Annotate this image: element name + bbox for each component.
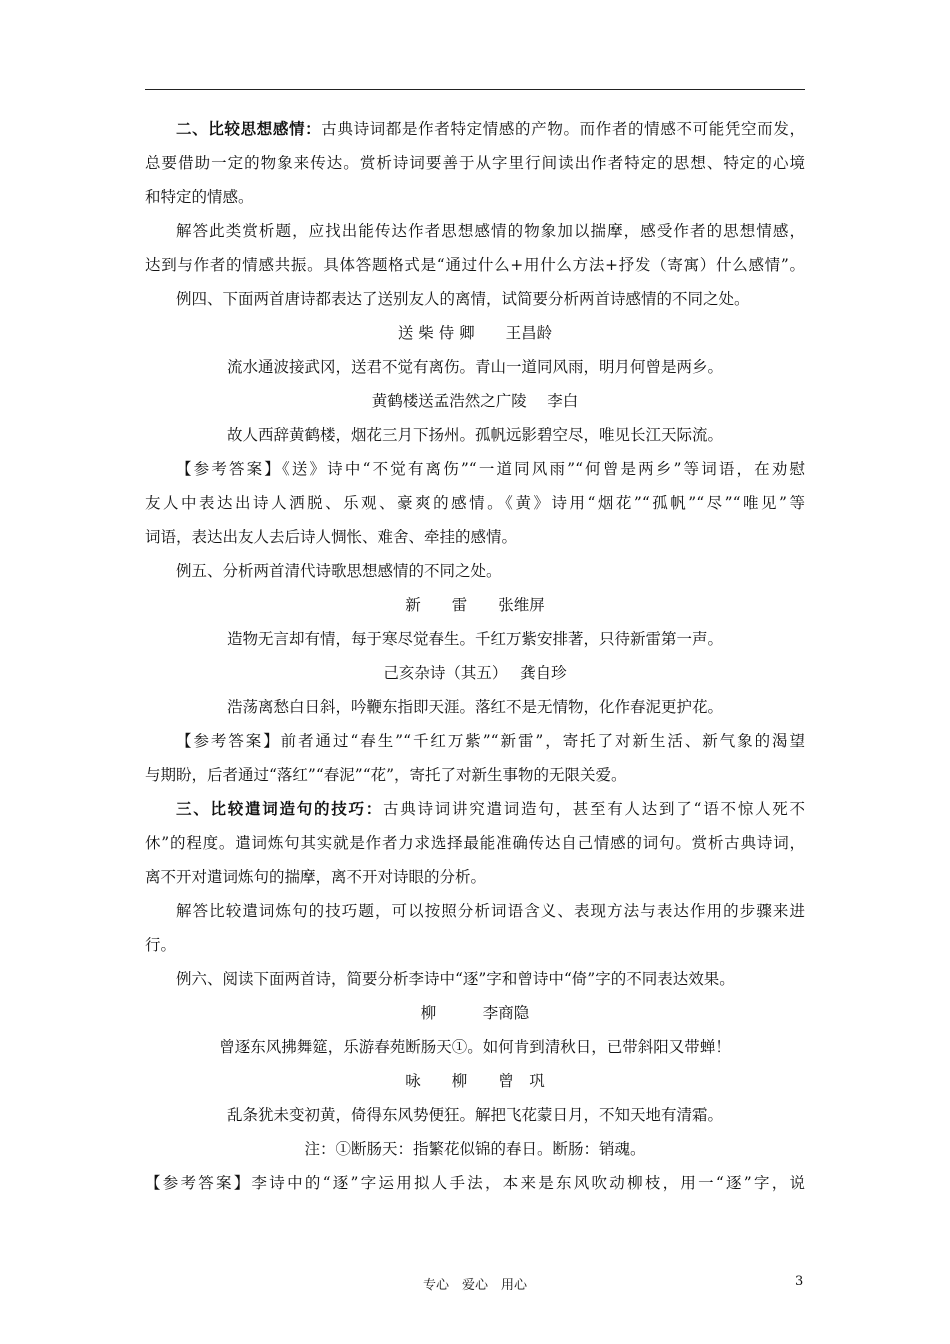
section3-method-2: 行。: [145, 936, 177, 954]
section2-line-2: 总要借助一定的物象来传达。赏析诗词要善于从字里行间读出作者特定的思想、特定的心境: [145, 154, 805, 172]
example4-poem1-text: 流水通波接武冈，送君不觉有离伤。青山一道同风雨，明月何曾是两乡。: [226, 358, 723, 376]
section2-method-2: 达到与作者的情感共振。具体答题格式是“通过什么+用什么方法+抒发（寄寓）什么感情”。: [145, 256, 805, 274]
section2-line-1: [145, 112, 805, 146]
example4-question: 例四、下面两首唐诗都表达了送别友人的离情，试简要分析两首诗感情的不同之处。: [176, 290, 750, 308]
example6-question: 例六、阅读下面两首诗，简要分析李诗中“逐”字和曾诗中“倚”字的不同表达效果。: [176, 970, 735, 988]
example6-poem1-title: 柳 李商隐: [420, 1004, 530, 1022]
example4-answer-3: 词语，表达出友人去后诗人惆怅、难舍、牵挂的感情。: [145, 528, 518, 546]
example5-poem1-text: 造物无言却有情，每于寒尽觉春生。千红万紫安排著，只待新雷第一声。: [226, 630, 723, 648]
example4-answer-2: 友人中表达出诗人洒脱、乐观、豪爽的感情。《黄》诗用“烟花”“孤帆”“尽”“唯见”等: [145, 494, 805, 512]
example6-poem1-text: 曾逐东风拂舞筵，乐游春苑断肠天①。如何肯到清秋日，已带斜阳又带蝉！: [219, 1038, 731, 1056]
section3-line-3: 离不开对遣词炼句的揣摩，离不开对诗眼的分析。: [145, 868, 487, 886]
example5-poem2-text: 浩荡离愁白日斜，吟鞭东指即天涯。落红不是无情物，化作春泥更护花。: [226, 698, 723, 716]
example5-answer-2: 与期盼，后者通过“落红”“春泥”“花”，寄托了对新生事物的无限关爱。: [145, 766, 627, 784]
footer-motto: 专心 爱心 用心: [422, 1278, 527, 1293]
example5-poem1-title: 新 雷 张维屏: [405, 596, 545, 614]
section3-method-1: 解答比较遣词炼句的技巧题，可以按照分析词语含义、表现方法与表达作用的步骤来进: [176, 902, 805, 920]
page-footer: [0, 1274, 950, 1294]
example5-question: 例五、分析两首清代诗歌思想感情的不同之处。: [176, 562, 502, 580]
section2-heading: 二、比较思想感情：: [176, 119, 322, 138]
example6-poem2-text: 乱条犹未变初黄，倚得东风势便狂。解把飞花蒙日月，不知天地有清霜。: [226, 1106, 723, 1124]
example4-answer-1: 【参考答案】《送》诗中“不觉有离伤”“一道同风雨”“何曾是两乡”等词语，在劝慰: [176, 460, 805, 478]
example6-note: 注：①断肠天：指繁花似锦的春日。断肠：销魂。: [304, 1140, 646, 1158]
section3-heading: 三、比较遣词造句的技巧：: [176, 799, 384, 818]
example4-poem2-text: 故人西辞黄鹤楼，烟花三月下扬州。孤帆远影碧空尽，唯见长江天际流。: [226, 426, 723, 444]
example4-poem2-title: 黄鹤楼送孟浩然之广陵 李白: [371, 392, 579, 410]
document-body: [145, 112, 805, 1200]
example4-poem1-title: 送 柴 侍 卿 王昌龄: [397, 324, 553, 342]
section2-method-1: 解答此类赏析题，应找出能传达作者思想感情的物象加以揣摩，感受作者的思想情感，: [176, 222, 805, 240]
example5-answer-1: 【参考答案】前者通过“春生”“千红万紫”“新雷”，寄托了对新生活、新气象的渴望: [176, 732, 805, 750]
example6-poem2-title: 咏 柳 曾 巩: [405, 1072, 545, 1090]
example6-answer-start: 【参考答案】李诗中的“逐”字运用拟人手法，本来是东风吹动柳枝，用一“逐”字，说: [145, 1174, 805, 1192]
section2-line-3: 和特定的情感。: [145, 188, 254, 206]
header-rule: [145, 89, 805, 90]
section3-line-1: [145, 792, 805, 826]
section3-line-2: 休”的程度。遣词炼句其实就是作者力求选择最能准确传达自己情感的词句。赏析古典诗词，: [145, 834, 805, 852]
section3-text: 古典诗词讲究遣词造句，甚至有人达到了“语不惊人死不: [383, 800, 805, 818]
section2-text: 古典诗词都是作者特定情感的产物。而作者的情感不可能凭空而发，: [321, 120, 805, 138]
example5-poem2-title: 己亥杂诗（其五） 龚自珍: [383, 664, 567, 682]
page-number: 3: [795, 1274, 804, 1289]
